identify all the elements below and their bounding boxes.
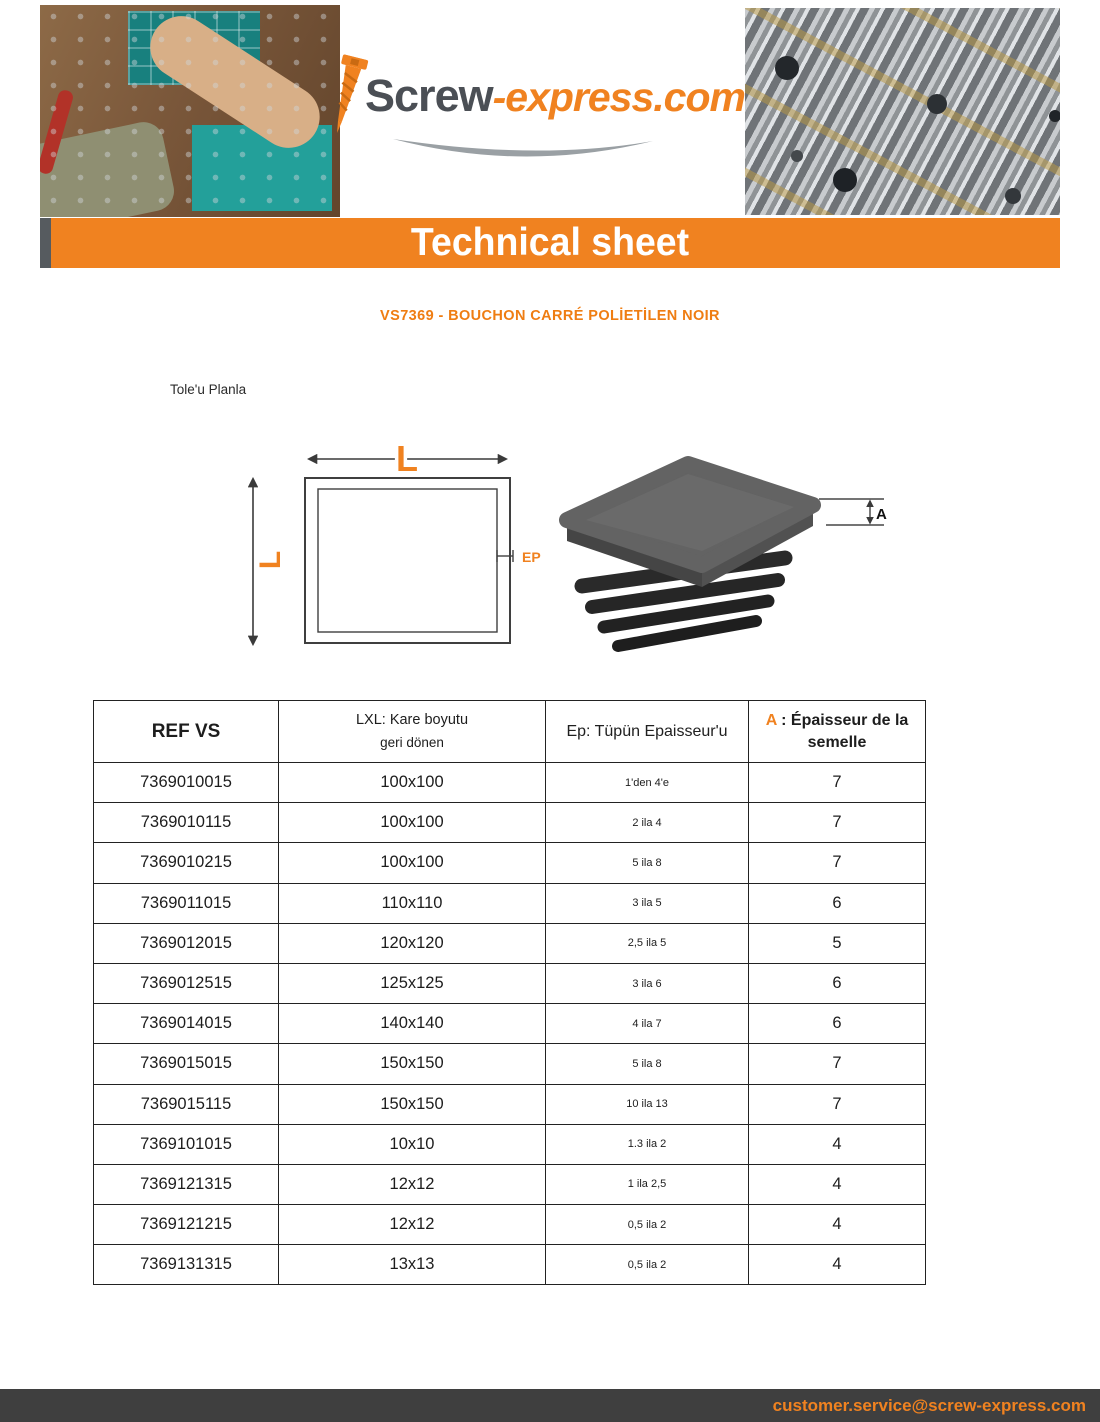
sole-cell: 5 [749,923,926,963]
size-cell: 120x120 [279,923,546,963]
ref-cell: 7369010015 [94,763,279,803]
size-cell: 100x100 [279,763,546,803]
table-header-row [94,701,926,763]
size-cell: 13x13 [279,1245,546,1285]
thickness-cell: 3 ila 5 [546,883,749,923]
table-row [94,1164,926,1204]
sole-cell: 4 [749,1205,926,1245]
table-row [94,1245,926,1285]
thickness-cell: 10 ila 13 [546,1084,749,1124]
thickness-cell: 3 ila 6 [546,963,749,1003]
ref-cell: 7369015115 [94,1084,279,1124]
size-cell: 100x100 [279,803,546,843]
sole-cell: 7 [749,763,926,803]
sole-cell: 6 [749,1004,926,1044]
header-sole [749,701,926,763]
header-wall: Ep: Tüpün Epaisseur'u [546,701,749,763]
dim-label-l-top: L [396,438,418,479]
thickness-cell: 2 ila 4 [546,803,749,843]
size-cell: 110x110 [279,883,546,923]
table-row [94,1084,926,1124]
thickness-cell: 1'den 4'e [546,763,749,803]
table-row [94,1004,926,1044]
technical-sheet-banner [40,218,1060,268]
ref-cell: 7369011015 [94,883,279,923]
sole-cell: 4 [749,1124,926,1164]
ref-cell: 7369012015 [94,923,279,963]
ref-cell: 7369101015 [94,1124,279,1164]
product-title: VS7369 - BOUCHON CARRÉ POLİETİLEN NOIR [380,308,720,324]
table-row [94,1124,926,1164]
header-size-line2: geri dönen [380,735,444,751]
sole-cell: 6 [749,963,926,1003]
header-sole-prefix: A [765,711,777,729]
cap-3d-render [567,464,813,646]
size-cell: 12x12 [279,1164,546,1204]
cap-outline-outer [305,478,510,643]
sole-cell: 7 [749,1084,926,1124]
thickness-cell: 1 ila 2,5 [546,1164,749,1204]
size-cell: 12x12 [279,1205,546,1245]
cap-outline-inner [318,489,497,632]
header-ref: REF VS [94,701,279,763]
sole-cell: 7 [749,1044,926,1084]
brand-logo [340,70,770,122]
banner-title: Technical sheet [410,221,690,264]
thickness-cell: 4 ila 7 [546,1004,749,1044]
ref-cell: 7369131315 [94,1245,279,1285]
screws-pile-photo [745,8,1060,215]
thickness-cell: 0,5 ila 2 [546,1245,749,1285]
spec-table [93,700,926,1285]
size-cell: 100x100 [279,843,546,883]
ref-cell: 7369015015 [94,1044,279,1084]
logo-swoosh [388,131,658,167]
banner-left-notch [40,218,51,268]
ref-cell: 7369010215 [94,843,279,883]
workbench-photo [40,5,340,217]
size-cell: 125x125 [279,963,546,1003]
plan-label: Tole'u Planla [170,382,247,397]
ref-cell: 7369010115 [94,803,279,843]
table-row [94,963,926,1003]
header-sole-rest: : Épaisseur de la semelle [776,711,909,751]
thickness-cell: 5 ila 8 [546,1044,749,1084]
spec-table-body [94,763,926,1285]
dimension-diagram [220,438,900,673]
size-cell: 150x150 [279,1044,546,1084]
thickness-cell: 1.3 ila 2 [546,1124,749,1164]
table-row [94,803,926,843]
ref-cell: 7369121315 [94,1164,279,1204]
table-row [94,1044,926,1084]
footer-bar [0,1389,1100,1422]
size-cell: 10x10 [279,1124,546,1164]
size-cell: 140x140 [279,1004,546,1044]
screw-heads [775,56,799,80]
scattered-screws [40,5,340,217]
table-row [94,763,926,803]
sole-cell: 6 [749,883,926,923]
sole-cell: 4 [749,1245,926,1285]
header-size-line1: LXL: Kare boyutu [355,712,469,729]
thickness-cell: 0,5 ila 2 [546,1205,749,1245]
ref-cell: 7369121215 [94,1205,279,1245]
table-row [94,883,926,923]
header-size [279,701,546,763]
sole-cell: 4 [749,1164,926,1204]
dim-label-l-left: L [254,550,287,570]
brass-screws-streaks [745,8,1060,215]
logo-text-screw: Screw [365,70,493,121]
sole-cell: 7 [749,803,926,843]
ref-cell: 7369014015 [94,1004,279,1044]
sole-cell: 7 [749,843,926,883]
footer-email: customer.service@screw-express.com [772,1396,1086,1415]
table-row [94,843,926,883]
dim-label-ep: EP [522,549,541,565]
table-row [94,923,926,963]
dim-label-a: A [876,506,887,523]
table-row [94,1205,926,1245]
ref-cell: 7369012515 [94,963,279,1003]
thickness-cell: 5 ila 8 [546,843,749,883]
thickness-cell: 2,5 ila 5 [546,923,749,963]
logo-text-express: -express.com [492,74,745,120]
size-cell: 150x150 [279,1084,546,1124]
